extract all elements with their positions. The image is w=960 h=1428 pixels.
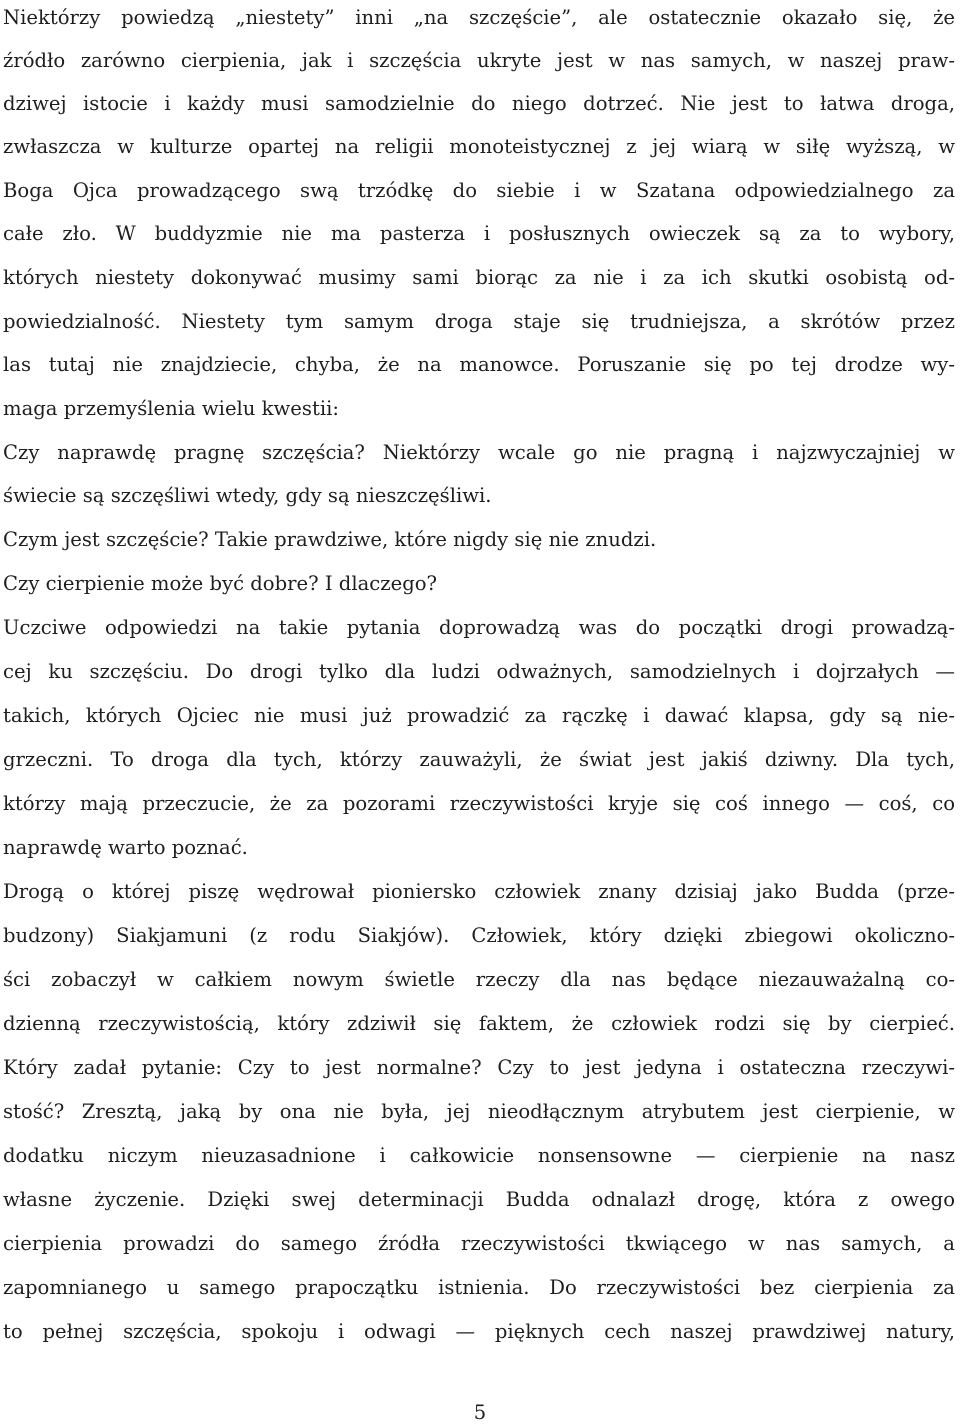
text-line: zapomnianego u samego prapoczątku istnienia. Do rzeczywistości bez cierpienia za <box>3 1276 955 1299</box>
text-line: grzeczni. To droga dla tych, którzy zauważyli, że świat jest jakiś dziwny. Dla tych, <box>3 748 955 771</box>
text-line: stość? Zresztą, jaką by ona nie była, jej nieodłącznym atrybutem jest cierpienie, w <box>3 1100 955 1123</box>
text-line: Czy cierpienie może być dobre? I dlaczego? <box>3 572 438 595</box>
text-line: cej ku szczęściu. Do drogi tylko dla ludzi odważnych, samodzielnych i dojrzałych — <box>3 660 955 683</box>
text-line: którzy mają przeczucie, że za pozorami rzeczywistości kryje się coś innego — coś, co <box>3 792 955 815</box>
text-line: naprawdę warto poznać. <box>3 836 248 859</box>
text-line: maga przemyślenia wielu kwestii: <box>3 397 339 420</box>
text-line: budzony) Siakjamuni (z rodu Siakjów). Człowiek, który dzięki zbiegowi okoliczno- <box>3 924 955 947</box>
text-line: zwłaszcza w kulturze opartej na religii monoteistycznej z jej wiarą w siłę wyższą, w <box>3 135 955 158</box>
text-line: Boga Ojca prowadzącego swą trzódkę do siebie i w Szatana odpowiedzialnego za <box>3 179 955 202</box>
text-line: źródło zarówno cierpienia, jak i szczęścia ukryte jest w nas samych, w naszej praw- <box>3 49 955 72</box>
text-line: Który zadał pytanie: Czy to jest normalne? Czy to jest jedyna i ostateczna rzeczywi- <box>3 1056 955 1079</box>
text-line: Czym jest szczęście? Takie prawdziwe, które nigdy się nie znudzi. <box>3 528 657 551</box>
text-line: las tutaj nie znajdziecie, chyba, że na manowce. Poruszanie się po tej drodze wy- <box>3 353 955 376</box>
text-line: dodatku niczym nieuzasadnione i całkowicie nonsensowne — cierpienie na nasz <box>3 1144 955 1167</box>
text-line: dziwej istocie i każdy musi samodzielnie do niego dotrzeć. Nie jest to łatwa droga, <box>3 92 955 115</box>
text-line: Czy naprawdę pragnę szczęścia? Niektórzy wcale go nie pragną i najzwyczajniej w <box>3 441 955 464</box>
text-line: których niestety dokonywać musimy sami biorąc za nie i za ich skutki osobistą od- <box>3 266 955 289</box>
text-line: Drogą o której piszę wędrował pioniersko człowiek znany dzisiaj jako Budda (prze- <box>3 880 955 903</box>
text-line: cierpienia prowadzi do samego źródła rzeczywistości tkwiącego w nas samych, a <box>3 1232 955 1255</box>
text-line: to pełnej szczęścia, spokoju i odwagi — pięknych cech naszej prawdziwej natury, <box>3 1320 955 1343</box>
text-line: ści zobaczył w całkiem nowym świetle rzeczy dla nas będące niezauważalną co- <box>3 968 955 991</box>
text-line: świecie są szczęśliwi wtedy, gdy są nieszczęśliwi. <box>3 484 492 507</box>
text-line: Niektórzy powiedzą „niestety” inni „na szczęście”, ale ostatecznie okazało się, że <box>3 6 955 29</box>
page-number: 5 <box>473 1401 487 1424</box>
text-line: takich, których Ojciec nie musi już prowadzić za rączkę i dawać klapsa, gdy są nie- <box>3 704 955 727</box>
text-line: Uczciwe odpowiedzi na takie pytania doprowadzą was do początki drogi prowadzą- <box>3 616 955 639</box>
text-line: własne życzenie. Dzięki swej determinacji Budda odnalazł drogę, która z owego <box>3 1188 955 1211</box>
text-line: dzienną rzeczywistością, który zdziwił się faktem, że człowiek rodzi się by cierpieć. <box>3 1012 955 1035</box>
text-line: całe zło. W buddyzmie nie ma pasterza i posłusznych owieczek są za to wybory, <box>3 222 955 245</box>
text-line: powiedzialność. Niestety tym samym droga staje się trudniejsza, a skrótów przez <box>3 310 955 333</box>
